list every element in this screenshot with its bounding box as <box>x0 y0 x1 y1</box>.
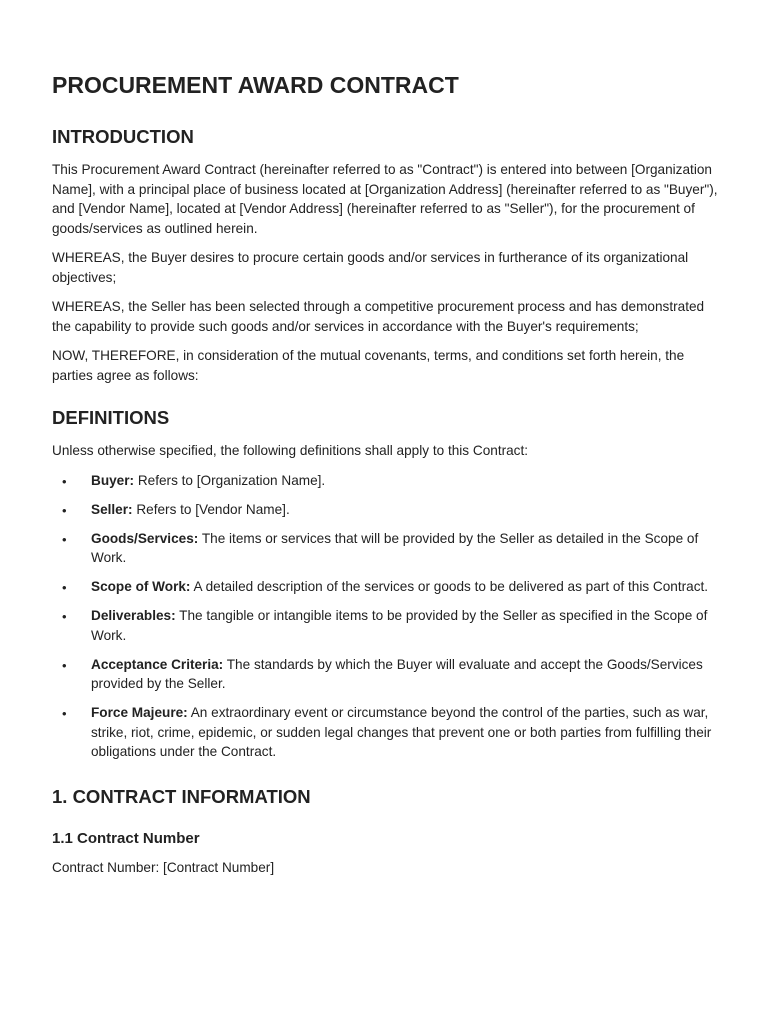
definition-term: Deliverables: <box>91 608 176 623</box>
bullet-icon: • <box>62 657 67 673</box>
definition-text: The tangible or intangible items to be provided by the Seller as specified in the Scope of Work. <box>91 608 708 643</box>
definition-text: Refers to [Vendor Name]. <box>132 501 290 517</box>
definition-item-force-majeure <box>52 703 720 762</box>
introduction-heading: INTRODUCTION <box>52 126 194 147</box>
whereas-seller-paragraph: WHEREAS, the Seller has been selected through a competitive procurement process and has demonstrated the capability to provide such goods and/or services in accordance with the Buyer's requirements; <box>52 299 705 334</box>
definitions-intro: Unless otherwise specified, the following definitions shall apply to this Contract: <box>52 443 529 458</box>
definition-item-acceptance-criteria <box>52 655 720 694</box>
definition-term: Goods/Services: <box>91 530 199 546</box>
whereas-buyer-paragraph: WHEREAS, the Buyer desires to procure certain goods and/or services in furtherance of its organizational objectives; <box>52 250 689 285</box>
definition-term: Seller: <box>91 501 133 517</box>
bullet-icon: • <box>62 502 67 518</box>
definition-item-goods-services <box>52 529 720 568</box>
definition-text: The standards by which the Buyer will evaluate and accept the Goods/Services provided by the Seller. <box>91 656 703 691</box>
definition-text: Refers to [Organization Name]. <box>134 472 326 488</box>
definition-item-scope-of-work <box>52 577 720 597</box>
contract-information-heading: 1. CONTRACT INFORMATION <box>52 785 311 807</box>
bullet-icon: • <box>62 706 67 721</box>
bullet-icon: • <box>62 609 67 624</box>
definition-term: Acceptance Criteria: <box>91 656 224 672</box>
definition-item-deliverables <box>52 606 720 645</box>
bullet-icon: • <box>62 580 67 595</box>
definitions-heading: DEFINITIONS <box>52 407 170 428</box>
contract-number-subheading: 1.1 Contract Number <box>52 829 200 847</box>
bullet-icon: • <box>62 473 67 489</box>
contract-number-line: Contract Number: [Contract Number] <box>52 859 275 875</box>
definition-item-seller <box>52 500 720 520</box>
definition-text: The items or services that will be provided by the Seller as detailed in the Scope of Work. <box>91 530 699 565</box>
bullet-icon: • <box>62 531 67 547</box>
now-therefore-paragraph: NOW, THEREFORE, in consideration of the mutual covenants, terms, and conditions set forth herein, the parties agree as follows: <box>52 348 685 383</box>
document-title: PROCUREMENT AWARD CONTRACT <box>52 72 459 98</box>
introduction-paragraph: This Procurement Award Contract (hereinafter referred to as "Contract") is entered into between [Organization Name], with a principal place of business located at [Organization Address] (hereinafter referred to as "Buyer"), and [Vendor Name], located at [Vendor Address] (hereinafter referred to as "Seller"), for the procurement of goods/services as outlined herein. <box>52 162 718 236</box>
definition-term: Scope of Work: <box>91 579 191 594</box>
definition-term: Force Majeure: <box>91 705 188 720</box>
definition-item-buyer <box>52 471 720 491</box>
definitions-list <box>52 471 720 762</box>
definition-text: An extraordinary event or circumstance beyond the control of the parties, such as war, strike, riot, crime, epidemic, or sudden legal changes that prevent one or both parties from fulfilling their obligations under the Contract. <box>91 705 712 759</box>
definition-text: A detailed description of the services or goods to be delivered as part of this Contract. <box>190 579 709 594</box>
definition-term: Buyer: <box>91 472 135 488</box>
